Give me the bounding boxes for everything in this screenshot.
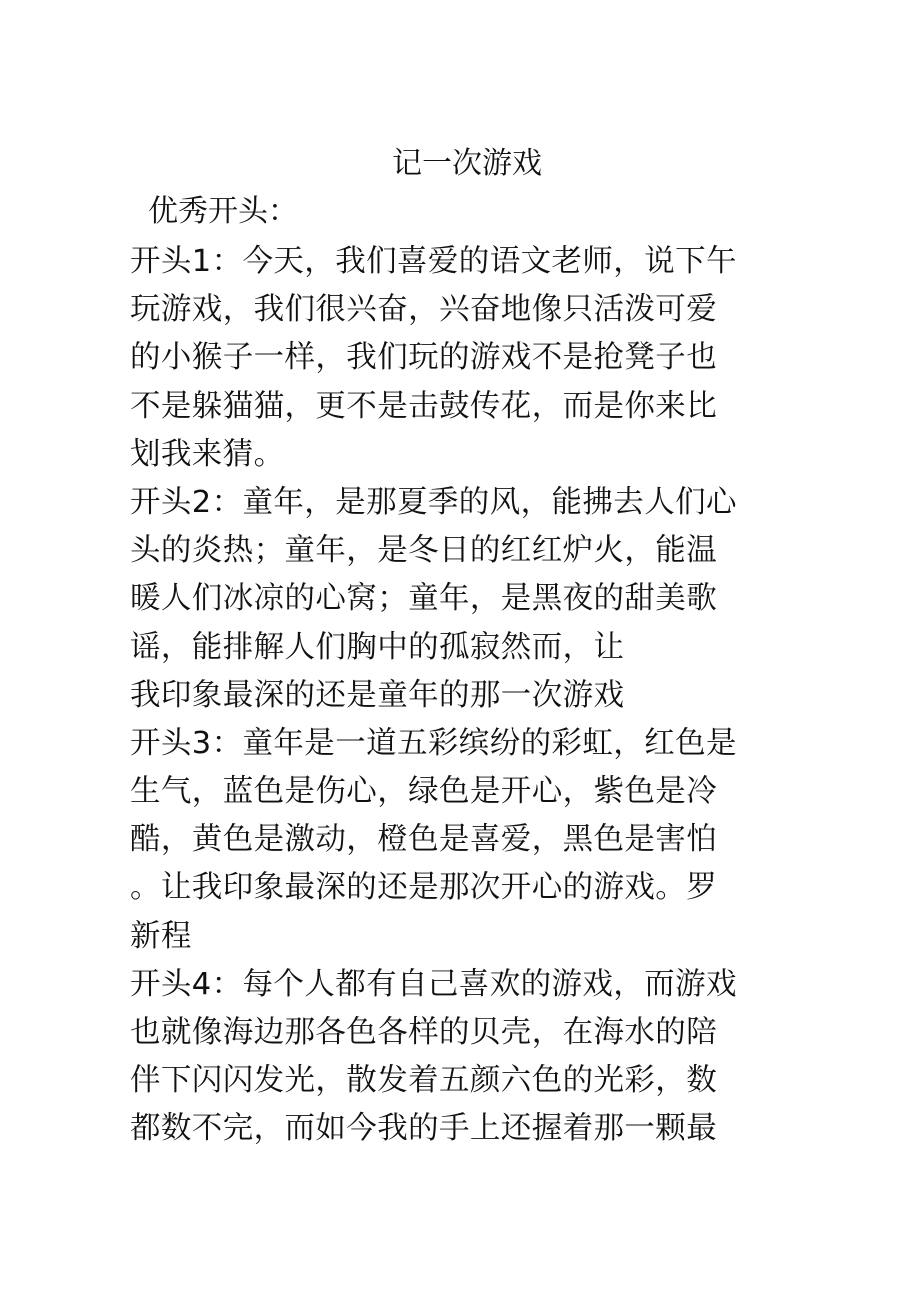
text-line: 开头4：每个人都有自己喜欢的游戏，而游戏: [130, 966, 737, 1002]
text-line: 不是躲猫猫，更不是击鼓传花，而是你来比: [130, 388, 718, 424]
text-line: 开头3：童年是一道五彩缤纷的彩虹，红色是: [130, 725, 737, 761]
text-line: 生气，蓝色是伤心，绿色是开心，紫色是冷: [130, 774, 718, 810]
document-title: 记一次游戏: [392, 146, 542, 181]
text-line: 头的炎热；童年，是冬日的红红炉火，能温: [130, 533, 718, 569]
text-line: 开头1：今天，我们喜爱的语文老师，说下午: [130, 244, 737, 279]
text-line: 我印象最深的还是童年的那一次游戏: [130, 677, 625, 713]
document-body: [130, 238, 800, 1154]
text-line: 都数不完，而如今我的手上还握着那一颗最: [130, 1111, 718, 1147]
text-line: 新程: [130, 918, 192, 954]
text-line: 酷，黄色是激动，橙色是喜爱，黑色是害怕: [130, 822, 718, 858]
text-line: 。让我印象最深的还是那次开心的游戏。罗: [130, 870, 718, 906]
text-line: 的小猴子一样，我们玩的游戏不是抢凳子也: [130, 340, 718, 376]
text-line: 谣，能排解人们胸中的孤寂然而，让: [130, 629, 625, 665]
section-heading: 优秀开头：: [148, 194, 298, 229]
text-line: 划我来猜。: [130, 436, 285, 472]
text-line: 开头2：童年，是那夏季的风，能拂去人们心: [130, 484, 737, 520]
text-line: 伴下闪闪发光，散发着五颜六色的光彩，数: [130, 1063, 718, 1099]
text-line: 也就像海边那各色各样的贝壳，在海水的陪: [130, 1015, 718, 1050]
text-line: 暖人们冰凉的心窝；童年，是黑夜的甜美歌: [130, 581, 718, 617]
text-line: 玩游戏，我们很兴奋，兴奋地像只活泼可爱: [130, 292, 718, 328]
